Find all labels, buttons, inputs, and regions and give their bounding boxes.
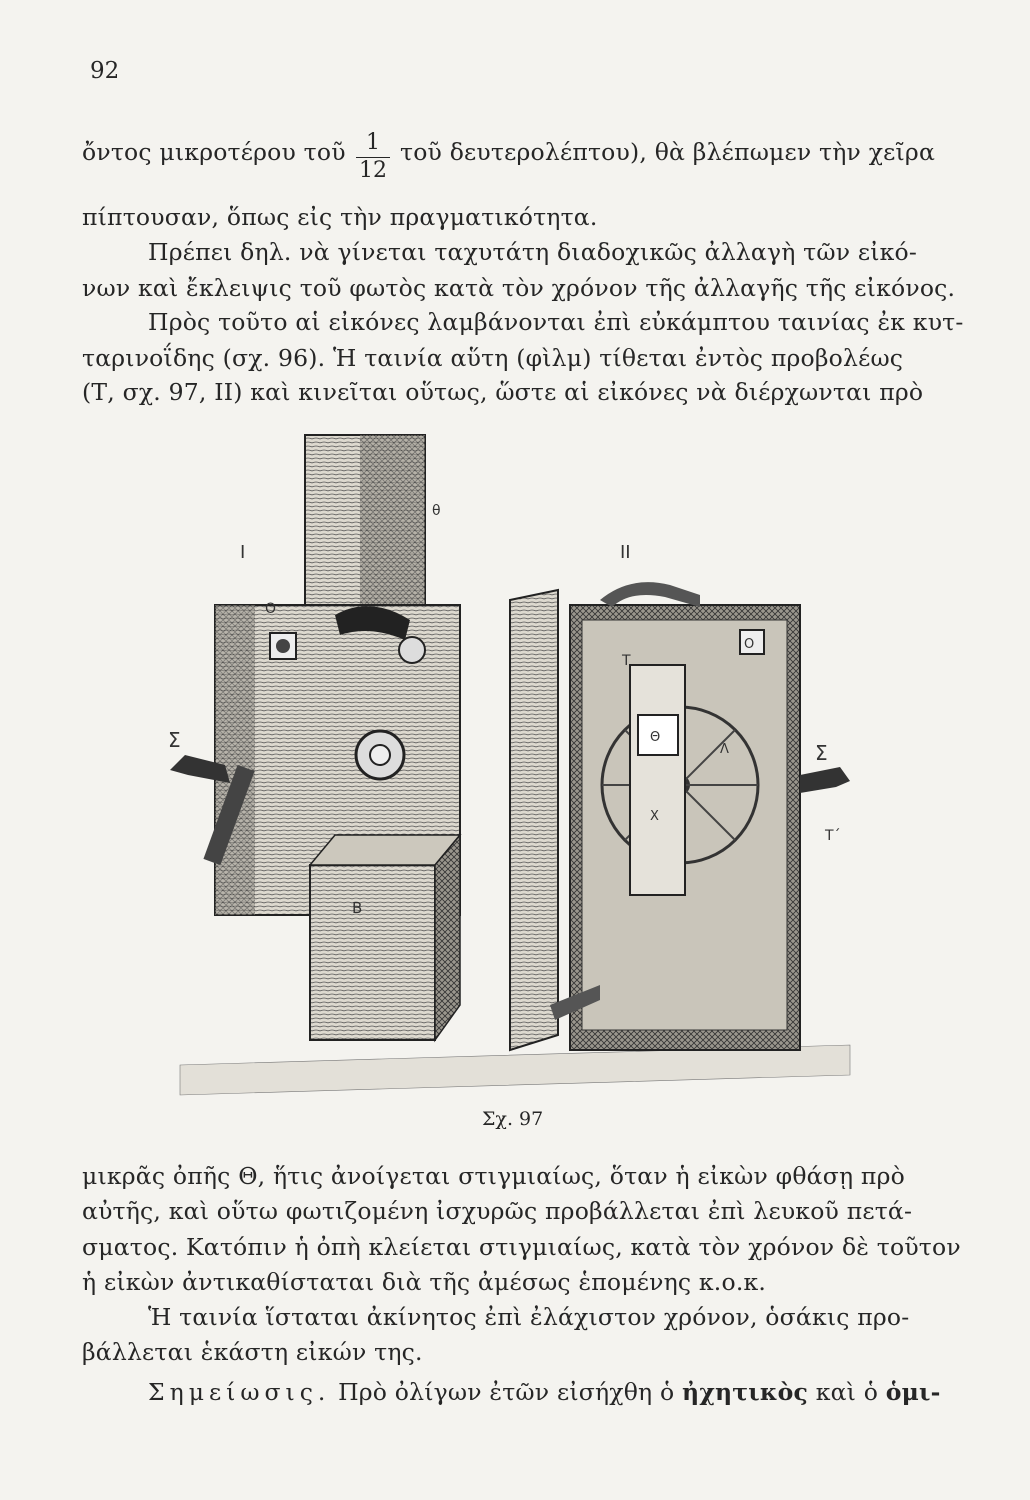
text-line: ταρινοΐδης (σχ. 96). Ἡ ταινία αὕτη (φὶλμ) τίθεται ἐντὸς προβολέως [82, 344, 904, 372]
label-theta-top: θ [432, 503, 441, 519]
film-reel [600, 582, 700, 607]
text-segment: Πρὸ ὀλίγων ἐτῶν εἰσήχθη ὁ [338, 1378, 675, 1406]
box-b [310, 865, 435, 1040]
label-sigma-right: Σ [815, 741, 828, 765]
text-line: βάλλεται ἑκάστη εἰκών της. [82, 1338, 423, 1366]
label-o: O [265, 601, 277, 617]
text-line: πίπτουσαν, ὅπως εἰς τὴν πραγματικότητα. [82, 203, 598, 231]
label-o-box: O [744, 637, 755, 652]
text-line: νων καὶ ἔκλειψις τοῦ φωτὸς κατὰ τὸν χρόνον τῆς ἀλλαγῆς τῆς εἰκόνος. [82, 274, 956, 302]
floor [180, 1045, 850, 1095]
text-line: μικρᾶς ὀπῆς Θ, ἥτις ἀνοίγεται στιγμιαίως, ὅταν ἡ εἰκὼν φθάσῃ πρὸ [82, 1162, 905, 1190]
bold-term: ἠχητικὸς [682, 1378, 809, 1406]
text-line: σματος. Κατόπιν ἡ ὀπὴ κλείεται στιγμιαίως, κατὰ τὸν χρόνον δὲ τοῦτον [82, 1233, 961, 1261]
crank-right [800, 767, 850, 793]
label-t: T [622, 653, 631, 669]
figure-caption: Σχ. 97 [482, 1108, 544, 1130]
fraction [356, 132, 390, 182]
fraction-denominator: 12 [359, 158, 387, 183]
bold-term: ὁμι- [885, 1378, 941, 1406]
text-line: (Τ, σχ. 97, ΙΙ) καὶ κινεῖται οὕτως, ὥστε αἱ εἰκόνες νὰ διέρχωνται πρὸ [82, 378, 924, 406]
label-lambda: Λ [720, 742, 729, 757]
film-gate [630, 665, 685, 895]
text-segment: ὄντος μικροτέρου τοῦ [82, 138, 346, 166]
text-line: Πρὸς τοῦτο αἱ εἰκόνες λαμβάνονται ἐπὶ εὐκάμπτου ταινίας ἐκ κυτ- [148, 308, 964, 336]
text-line [400, 138, 960, 166]
fraction-numerator: 1 [366, 130, 380, 155]
projector-illustration [160, 425, 860, 1105]
text-line: αὐτῆς, καὶ οὕτω φωτιζομένη ἰσχυρῶς προβάλλεται ἐπὶ λευκοῦ πετά- [82, 1197, 913, 1225]
note-heading: Σημείωσις. [148, 1378, 331, 1406]
label-x: X [650, 809, 659, 824]
projector-figure [160, 425, 860, 1105]
label-ii: II [620, 542, 631, 563]
text-segment: τοῦ δευτερολέπτου), θὰ βλέπωμεν τὴν χεῖρα [400, 138, 936, 166]
label-theta-gate: Θ [650, 730, 661, 745]
label-sigma-left: Σ [168, 728, 181, 752]
open-door [510, 590, 558, 1050]
label-i: I [240, 542, 246, 563]
text-segment: καὶ ὁ [815, 1378, 879, 1406]
label-t-prime: T΄ [825, 828, 841, 844]
label-b: B [352, 899, 363, 917]
text-line [148, 1378, 960, 1406]
page-number: 92 [90, 58, 120, 84]
text-line: Ἡ ταινία ἵσταται ἀκίνητος ἐπὶ ἐλάχιστον χρόνον, ὁσάκις προ- [148, 1303, 910, 1331]
text-line: Πρέπει δηλ. νὰ γίνεται ταχυτάτη διαδοχικῶς ἀλλαγὴ τῶν εἰκό- [148, 238, 918, 266]
apparatus-i [170, 435, 460, 1040]
apparatus-ii [510, 582, 850, 1050]
text-line: ἡ εἰκὼν ἀντικαθίσταται διὰ τῆς ἀμέσως ἑπομένης κ.ο.κ. [82, 1268, 767, 1296]
